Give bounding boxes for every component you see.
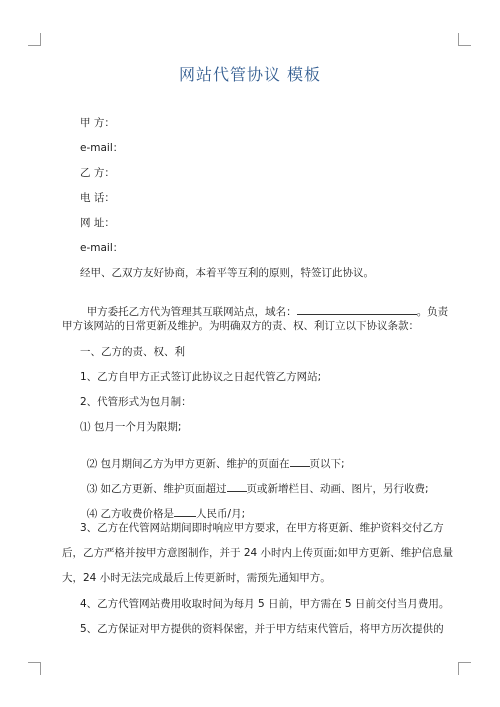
clause-2: 2、代管形式为包月制： — [80, 396, 192, 408]
party-b-field: 乙 方： — [80, 167, 115, 179]
pages-blank-1 — [290, 457, 310, 467]
clause-3-line-2: 后，乙方严格并按甲方意图制作，并于 24 小时内上传页面;如甲方更新、维护信息量 — [62, 547, 454, 559]
clause-2-4-text: ⑷ 乙方收费价格是 — [86, 508, 175, 520]
clause-2-4-tail: 人民币/月; — [196, 508, 246, 520]
entrust-text: 甲方委托乙方代为管理其互联网站点，域名： — [86, 306, 297, 318]
party-a-field: 甲 方： — [80, 117, 115, 129]
clause-3-line-3: 大，24 小时无法完成最后上传更新时，需预先通知甲方。 — [62, 572, 331, 584]
price-blank — [174, 507, 196, 517]
clause-2-3 — [80, 469, 429, 496]
clause-2-4 — [80, 494, 245, 521]
clause-4: 4、乙方代管网站费用收取时间为每月 5 日前，甲方需在 5 日前交付当月费用。 — [80, 598, 450, 610]
crop-mark-top-left — [28, 33, 41, 46]
clause-5: 5、乙方保证对甲方提供的资料保密，并于甲方结束代管后，将甲方历次提供的 — [80, 623, 444, 635]
email-field-b: e-mail： — [80, 242, 124, 254]
pages-blank-2 — [227, 482, 247, 492]
clause-2-3-text: ⑶ 如乙方更新、维护页面超过 — [86, 483, 227, 495]
clause-2-2 — [80, 444, 345, 471]
document-title: 网站代管协议 模板 — [178, 65, 322, 84]
section-heading-1: 一、乙方的责、权、利 — [80, 346, 185, 358]
entrust-tail: 。负责 — [416, 306, 449, 318]
clause-2-3-tail: 页或新增栏目、动画、图片，另行收费; — [246, 483, 429, 495]
entrust-continued: 甲方该网站的日常更新及维护。为明确双方的责、权、利订立以下协议条款： — [62, 320, 419, 332]
crop-mark-bottom-right — [458, 662, 471, 675]
phone-field: 电 话： — [80, 192, 115, 204]
clause-2-2-tail: 页以下; — [309, 458, 345, 470]
intro-paragraph: 经甲、乙双方友好协商，本着平等互利的原则，特签订此协议。 — [80, 267, 374, 279]
clause-2-1: ⑴ 包月一个月为限期; — [80, 421, 182, 433]
domain-blank — [297, 305, 417, 315]
clause-2-2-text: ⑵ 包月期间乙方为甲方更新、维护的页面在 — [86, 458, 290, 470]
crop-mark-bottom-left — [28, 662, 41, 675]
entrust-line — [80, 292, 448, 319]
email-field-a: e-mail： — [80, 142, 124, 154]
clause-3-line-1: 3、乙方在代管网站期间即时响应甲方要求，在甲方将更新、维护资料交付乙方 — [80, 522, 444, 534]
clause-1: 1、乙方自甲方正式签订此协议之日起代管乙方网站; — [80, 371, 322, 383]
crop-mark-top-right — [458, 33, 471, 46]
website-field: 网 址： — [80, 217, 115, 229]
